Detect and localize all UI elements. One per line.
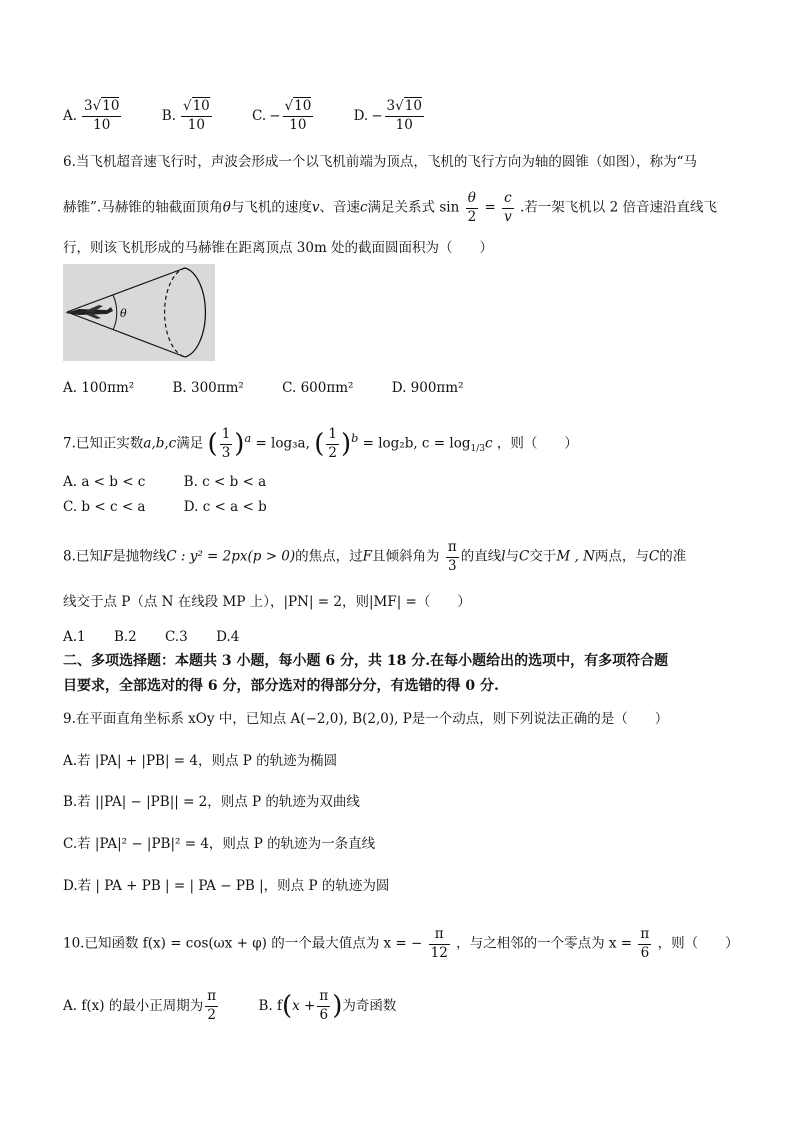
fraction: $\frac{√10}{10}$: [284, 98, 312, 133]
fraction-pi-6: $\frac{\pi}{6}$: [640, 926, 650, 961]
q5-option-c[interactable]: C. − $\frac{√10}{10}$: [252, 98, 312, 133]
q5-option-a[interactable]: A. $\frac{3√10}{10}$: [63, 98, 120, 133]
q9-stem: 9.在平面直角坐标系 xOy 中，已知点 A(−2,0), B(2,0), P是一个动点，则下列说法正确的是（ ）: [63, 711, 669, 727]
fraction-pi-12: $\frac{\pi}{12}$: [430, 926, 448, 961]
cone-hidden-arc: [165, 268, 185, 357]
q6-option-d[interactable]: D. 900πm²: [391, 380, 464, 396]
q7-option-c[interactable]: C. b < c < a: [63, 499, 146, 515]
cone-diagram: [63, 264, 215, 361]
q8-option-a[interactable]: A.1: [63, 629, 86, 645]
cone-visible-arc: [185, 268, 205, 357]
fraction-pi-2: $\frac{\pi}{2}$: [207, 988, 217, 1023]
airplane-icon: [65, 305, 113, 319]
section-2-heading-line-2: 目要求，全部选对的得 6 分，部分选对的得部分分，有选错的得 0 分.: [63, 678, 499, 694]
q8-option-d[interactable]: D.4: [216, 629, 240, 645]
q8-options: [63, 627, 263, 647]
q6-option-a[interactable]: A. 100πm²: [63, 380, 135, 396]
q8-option-b[interactable]: B.2: [113, 629, 137, 645]
section-2-heading-line-1: 二、多项选择题：本题共 3 小题，每小题 6 分，共 18 分.在每小题给出的选项中，有多项符合题: [63, 653, 669, 669]
q5-options: [63, 100, 460, 132]
mach-cone-figure: [63, 264, 215, 361]
q10-option-a[interactable]: A. f(x) 的最小正周期为 $\frac{\pi}{2}$: [63, 988, 217, 1023]
fraction-1-3: $\frac{1}{3}$: [221, 426, 231, 461]
q5-option-b[interactable]: B. $\frac{√10}{10}$: [161, 98, 210, 133]
q7-options-row-2: [63, 497, 301, 517]
q9-option-d[interactable]: D.若 | PA + PB | = | PA − PB |，则点 P 的轨迹为圆: [63, 878, 390, 894]
q8-option-c[interactable]: C.3: [165, 629, 188, 645]
fraction-pi-3: $\frac{\pi}{3}$: [447, 539, 457, 574]
fraction-theta-over-2: $\frac{\theta}{2}$: [467, 190, 477, 225]
q6-option-b[interactable]: B. 300πm²: [172, 380, 244, 396]
q6-line-1: 6.当飞机超音速飞行时，声波会形成一个以飞机前端为顶点，飞机的飞行方向为轴的圆锥（如图），称为“马: [63, 154, 698, 170]
q9-option-c[interactable]: C.若 |PA|² − |PB|² = 4，则点 P 的轨迹为一条直线: [63, 836, 376, 852]
fraction-pi-6-b: $\frac{\pi}{6}$: [319, 988, 329, 1023]
q6-options: [63, 378, 498, 398]
fraction: $\frac{3√10}{10}$: [84, 98, 120, 133]
q5-option-d[interactable]: D. − $\frac{3√10}{10}$: [353, 98, 422, 133]
q10-stem: 10.已知函数 f(x) = cos(ωx + φ) 的一个最大值点为 x = − $\frac{\pi}{12}$ ，与之相邻的一个零点为 x = $\frac{\pi}{6}$ ，则（ ）: [63, 926, 739, 961]
fraction-c-over-v: $\frac{c}{v}$: [504, 190, 512, 225]
angle-arc: [113, 295, 117, 330]
q6-option-c[interactable]: C. 600πm²: [282, 380, 354, 396]
q9-option-a[interactable]: A.若 |PA| + |PB| = 4，则点 P 的轨迹为椭圆: [63, 753, 338, 769]
theta-label: θ: [120, 307, 127, 320]
fraction: $\frac{3√10}{10}$: [386, 98, 422, 133]
fraction: $\frac{√10}{10}$: [182, 98, 210, 133]
q7-stem: 7.已知正实数a,b,c满足 ( $\frac{1}{3}$ )$^a$ = log₃a, ( $\frac{1}{2}$ )$^b$ = log₂b, $c = \log_{1/3}c$ ，则（ ）: [63, 426, 578, 461]
q6-line-3: 行，则该飞机形成的马赫锥在距离顶点 30m 处的截面圆面积为（ ）: [63, 240, 494, 256]
q10-options: [63, 990, 430, 1022]
q10-option-b[interactable]: B. f ( x + $\frac{\pi}{6}$ ) 为奇函数: [258, 988, 397, 1023]
q7-options-row-1: [63, 472, 300, 492]
q7-option-a[interactable]: A. a < b < c: [63, 474, 146, 490]
q6-line-2: 赫锥”.马赫锥的轴截面顶角θ与飞机的速度v、音速c满足关系式 sin $\frac{\theta}{2}$ = $\frac{c}{v}$ .若一架飞机以 2 倍音速沿直线飞: [63, 190, 717, 225]
q7-option-b[interactable]: B. c < b < a: [183, 474, 267, 490]
q8-line-1: 8.已知F是抛物线C : y² = 2px(p > 0)的焦点，过F且倾斜角为 $\frac{\pi}{3}$ 的直线l与C交于M , N两点，与C的准: [63, 539, 687, 574]
q7-option-d[interactable]: D. c < a < b: [183, 499, 267, 515]
fraction-1-2: $\frac{1}{2}$: [328, 426, 337, 461]
q9-option-b[interactable]: B.若 ||PA| − |PB|| = 2，则点 P 的轨迹为双曲线: [63, 794, 360, 810]
q8-line-2: 线交于点 P（点 N 在线段 MP 上），|PN| = 2，则|MF| =（ ）: [63, 594, 471, 610]
